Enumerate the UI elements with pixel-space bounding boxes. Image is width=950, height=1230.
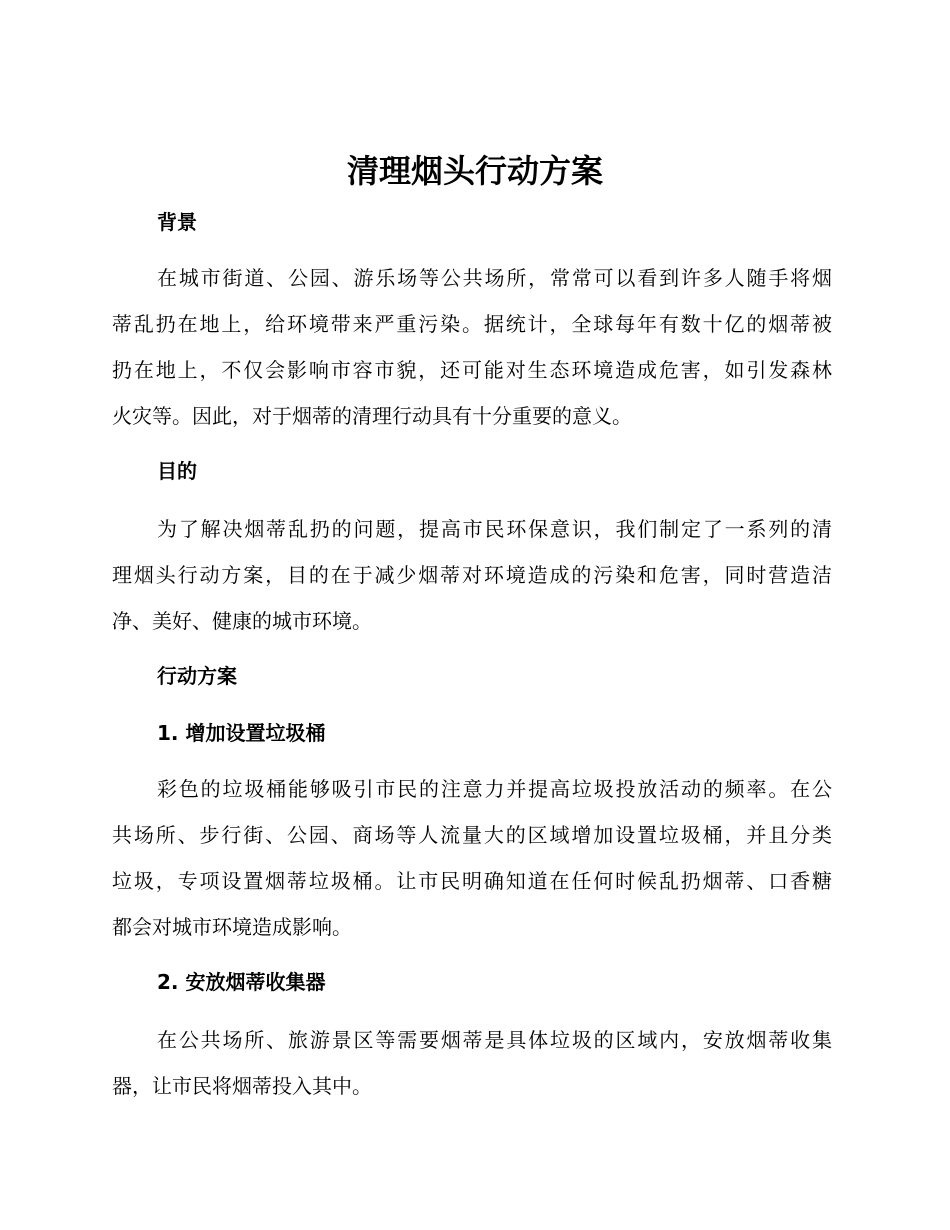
- paragraph-line: 火灾等。因此，对于烟蒂的清理行动具有十分重要的意义。: [112, 404, 632, 428]
- paragraph-purpose: [112, 506, 832, 644]
- paragraph-line: 垃圾，专项设置烟蒂垃圾桶。让市民明确知道在任何时候乱扔烟蒂、口香糖: [112, 869, 832, 893]
- paragraph-item-1: [112, 766, 832, 950]
- document-title: 清理烟头行动方案: [346, 152, 603, 190]
- paragraph-line: 彩色的垃圾桶能够吸引市民的注意力并提高垃圾投放活动的频率。在公: [157, 777, 832, 801]
- paragraph-line: 在城市街道、公园、游乐场等公共场所，常常可以看到许多人随手将烟: [157, 266, 832, 290]
- paragraph-line: 扔在地上，不仅会影响市容市貌，还可能对生态环境造成危害，如引发森林: [112, 358, 832, 382]
- paragraph-item-2: [112, 1017, 832, 1109]
- paragraph-line: 为了解决烟蒂乱扔的问题，提高市民环保意识，我们制定了一系列的清: [157, 517, 832, 541]
- paragraph-line: 在公共场所、旅游景区等需要烟蒂是具体垃圾的区域内，安放烟蒂收集: [157, 1028, 832, 1052]
- heading-item-2: 2. 安放烟蒂收集器: [157, 970, 326, 994]
- heading-action-plan: 行动方案: [157, 664, 237, 688]
- paragraph-line: 净、美好、健康的城市环境。: [112, 609, 372, 633]
- paragraph-line: 都会对城市环境造成影响。: [112, 915, 352, 939]
- paragraph-line: 器，让市民将烟蒂投入其中。: [112, 1074, 372, 1098]
- paragraph-line: 理烟头行动方案，目的在于减少烟蒂对环境造成的污染和危害，同时营造洁: [112, 563, 832, 587]
- heading-purpose: 目的: [157, 459, 197, 483]
- heading-background: 背景: [157, 210, 197, 234]
- paragraph-line: 共场所、步行街、公园、商场等人流量大的区域增加设置垃圾桶，并且分类: [112, 823, 832, 847]
- paragraph-line: 蒂乱扔在地上，给环境带来严重污染。据统计，全球每年有数十亿的烟蒂被: [112, 312, 832, 336]
- heading-item-1: 1. 增加设置垃圾桶: [157, 721, 326, 745]
- paragraph-background: [112, 255, 832, 439]
